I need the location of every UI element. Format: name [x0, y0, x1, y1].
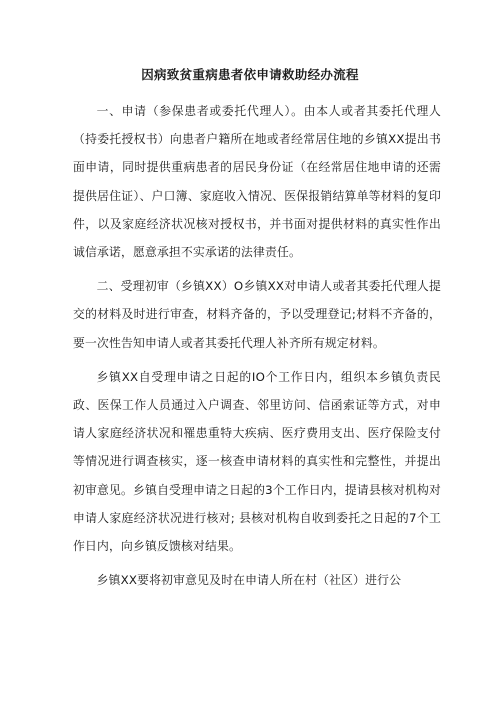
paragraph-application: 一、申请（参保患者或委托代理人）。由本人或者其委托代理人（持委托授权书）向患者户籍所在地或者经常居住地的乡镇XX提出书面申请，同时提供重病患者的居民身份证（在经常居住地申请的还需提供居住证）、户口簿、家庭收入情况、医保报销结算单等材料的复印件，以及家庭经济状况核对授权书，并书面对提供材料的真实性作出诚信承诺，愿意承担不实承诺的法律责任。 [73, 104, 441, 260]
paragraph-investigation: 乡镇XX自受理申请之日起的IO个工作日内，组织本乡镇负责民政、医保工作人员通过入户调查、邻里访问、信函索证等方式，对申请人家庭经济状况和罹患重特大疾病、医疗费用支出、医疗保险支付等情况进行调查核实，逐一核查申请材料的真实性和完整性，并提出初审意见。乡镇自受理申请之日起的3个工作日内，提请县核对机构对申请人家庭经济状况进行核对; 县核对机构自收到委托之日起的7个工作日内，向乡镇反馈核对结果。 [73, 369, 441, 554]
paragraph-publicity: 乡镇XX要将初审意见及时在申请人所在村（社区）进行公 [96, 573, 402, 588]
document-body [73, 97, 441, 600]
paragraph-preliminary-review: 二、受理初审（乡镇XX）O乡镇XX对申请人或者其委托代理人提交的材料及时进行审查，材料齐备的，予以受理登记;材料不齐备的，要一次性告知申请人或者其委托代理人补齐所有规定材料。 [73, 279, 441, 350]
document-title: 因病致贫重病患者依申请救助经办流程 [141, 67, 359, 82]
